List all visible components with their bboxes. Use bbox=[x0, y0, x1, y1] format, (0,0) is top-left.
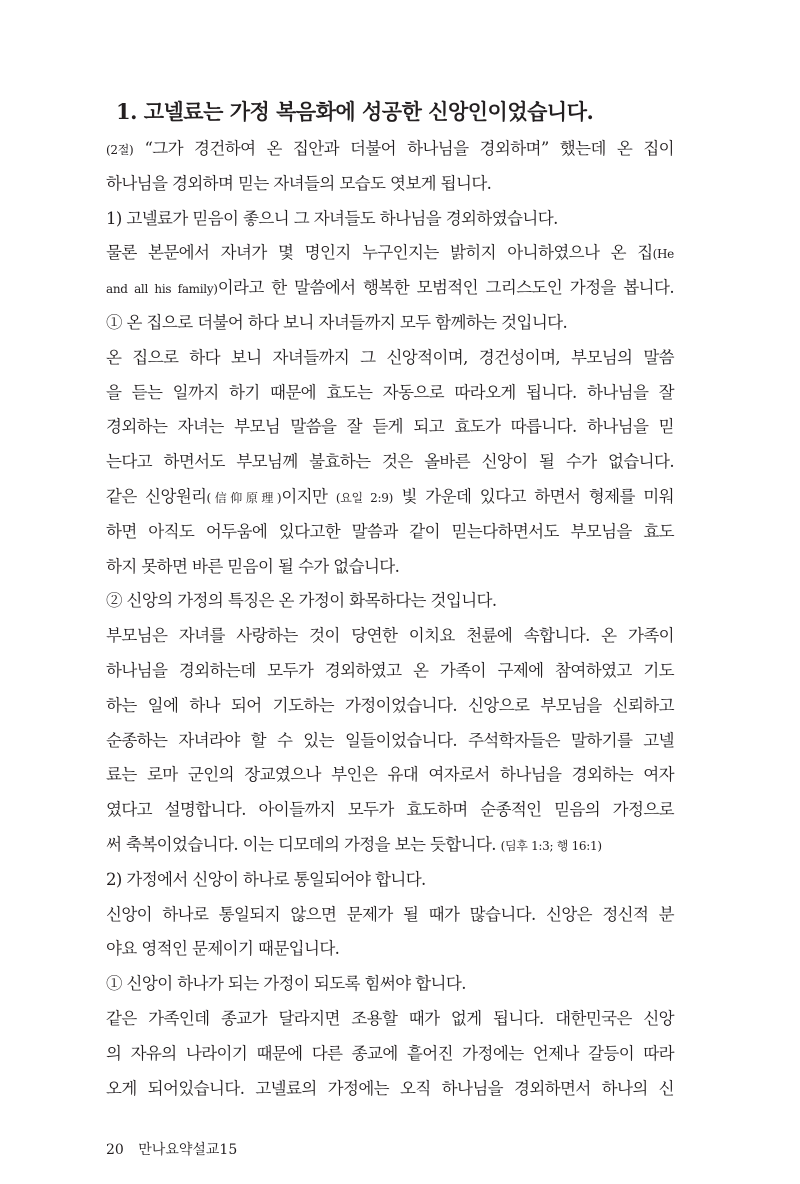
reference-text: and all his family) bbox=[106, 282, 218, 297]
text-line bbox=[106, 236, 674, 271]
text-segment: ① 온 집으로 더불어 하다 보니 자녀들까지 모두 함께하는 것입니다. bbox=[106, 312, 568, 332]
text-segment: 하는 일에 하나 되어 기도하는 가정이었습니다. 신앙으로 부모님을 신뢰하고 bbox=[106, 695, 674, 715]
text-line bbox=[106, 689, 674, 724]
reference-text: (信仰原理) bbox=[206, 490, 282, 505]
text-segment: 2) 가정에서 신앙이 하나로 통일되어야 합니다. bbox=[106, 869, 426, 889]
text-segment: 같은 가족인데 종교가 달라지면 조용할 때가 없게 됩니다. 대한민국은 신앙 bbox=[106, 1008, 674, 1028]
text-segment: 을 듣는 일까지 하기 때문에 효도는 자동으로 따라오게 됩니다. 하나님을 잘 bbox=[106, 382, 674, 402]
text-line bbox=[106, 515, 674, 550]
text-segment: 온 집으로 하다 보니 자녀들까지 그 신앙적이며, 경건성이며, 부모님의 말씀 bbox=[106, 347, 674, 367]
text-line bbox=[106, 410, 674, 445]
text-segment: 신앙이 하나로 통일되지 않으면 문제가 될 때가 많습니다. 신앙은 정신적 분 bbox=[106, 904, 674, 924]
text-segment: 같은 신앙원리 bbox=[106, 486, 207, 506]
text-line bbox=[106, 202, 674, 237]
text-segment: ② 신앙의 가정의 특징은 온 가정이 화목하다는 것입니다. bbox=[106, 591, 497, 611]
text-line bbox=[106, 445, 674, 480]
page-number: 20 bbox=[106, 1142, 124, 1158]
text-segment: 경외하는 자녀는 부모님 말씀을 잘 듣게 되고 효도가 따릅니다. 하나님을 믿 bbox=[106, 417, 674, 437]
text-line bbox=[106, 550, 674, 585]
text-line bbox=[106, 341, 674, 376]
text-line bbox=[106, 758, 674, 793]
text-line bbox=[106, 1072, 674, 1107]
text-line bbox=[106, 793, 674, 828]
page-footer bbox=[106, 1139, 237, 1159]
text-segment: “그가 경건하여 온 집안과 더불어 하나님을 경외하며” 했는데 온 집이 bbox=[133, 139, 674, 158]
reference-text: (딤후 1:3; 행 16:1) bbox=[500, 838, 602, 853]
text-line bbox=[106, 167, 674, 202]
text-line bbox=[106, 584, 674, 619]
text-segment: 하면 아직도 어두움에 있다고한 말씀과 같이 믿는다하면서도 부모님을 효도 bbox=[106, 521, 674, 541]
reference-text: (2절) bbox=[106, 143, 134, 157]
text-segment: 였다고 설명합니다. 아이들까지 모두가 효도하며 순종적인 믿음의 가정으로 bbox=[106, 800, 674, 820]
text-line bbox=[106, 306, 674, 341]
text-segment: 1) 고넬료가 믿음이 좋으니 그 자녀들도 하나님을 경외하였습니다. bbox=[106, 208, 558, 228]
text-segment: 빛 가운데 있다고 하면서 형제를 미워 bbox=[392, 486, 674, 506]
text-segment: 써 축복이었습니다. 이는 디모데의 가정을 보는 듯합니다. bbox=[106, 834, 501, 854]
text-segment: 료는 로마 군인의 장교였으나 부인은 유대 여자로서 하나님을 경외하는 여자 bbox=[106, 765, 674, 785]
text-line bbox=[106, 898, 674, 933]
text-segment: 야요 영적인 문제이기 때문입니다. bbox=[106, 939, 340, 959]
text-line bbox=[106, 863, 674, 898]
text-line bbox=[106, 967, 674, 1002]
body-text bbox=[106, 132, 674, 1106]
text-line bbox=[106, 480, 674, 515]
text-segment: 의 자유의 나라이기 때문에 다른 종교에 흩어진 가정에는 언제나 갈등이 따라 bbox=[106, 1043, 674, 1063]
text-segment: 하나님을 경외하며 믿는 자녀들의 모습도 엿보게 됩니다. bbox=[106, 173, 492, 193]
text-segment: 부모님은 자녀를 사랑하는 것이 당연한 이치요 천륜에 속합니다. 온 가족이 bbox=[106, 626, 674, 646]
text-line bbox=[106, 271, 674, 306]
text-line bbox=[106, 1002, 674, 1037]
text-segment: 이라고 한 말씀에서 행복한 모범적인 그리스도인 가정을 봅니다. bbox=[217, 278, 674, 298]
text-segment: 순종하는 자녀라야 할 수 있는 일들이었습니다. 주석학자들은 말하기를 고넬 bbox=[106, 730, 674, 750]
section-heading: 1. 고넬료는 가정 복음화에 성공한 신앙인이었습니다. bbox=[116, 99, 594, 124]
reference-text: (요일 2:9) bbox=[335, 490, 393, 505]
text-line bbox=[106, 1037, 674, 1072]
text-line bbox=[106, 654, 674, 689]
text-segment: ① 신앙이 하나가 되는 가정이 되도록 힘써야 합니다. bbox=[106, 974, 466, 994]
text-segment: 물론 본문에서 자녀가 몇 명인지 누구인지는 밝히지 아니하였으나 온 집 bbox=[106, 243, 653, 263]
text-line bbox=[106, 828, 674, 863]
text-line bbox=[106, 376, 674, 411]
text-segment: 하나님을 경외하는데 모두가 경외하였고 온 가족이 구제에 참여하였고 기도 bbox=[106, 660, 674, 680]
text-segment: 이지만 bbox=[281, 486, 336, 506]
book-title: 만나요약설교15 bbox=[138, 1142, 238, 1158]
text-line bbox=[106, 932, 674, 967]
text-line bbox=[106, 619, 674, 654]
text-segment: 오게 되어있습니다. 고넬료의 가정에는 오직 하나님을 경외하면서 하나의 신 bbox=[106, 1078, 674, 1098]
text-line bbox=[106, 132, 674, 167]
text-line bbox=[106, 724, 674, 759]
text-segment: 하지 못하면 바른 믿음이 될 수가 없습니다. bbox=[106, 556, 400, 576]
reference-text: (He bbox=[652, 247, 674, 262]
text-segment: 는다고 하면서도 부모님께 불효하는 것은 올바른 신앙이 될 수가 없습니다. bbox=[106, 452, 674, 472]
